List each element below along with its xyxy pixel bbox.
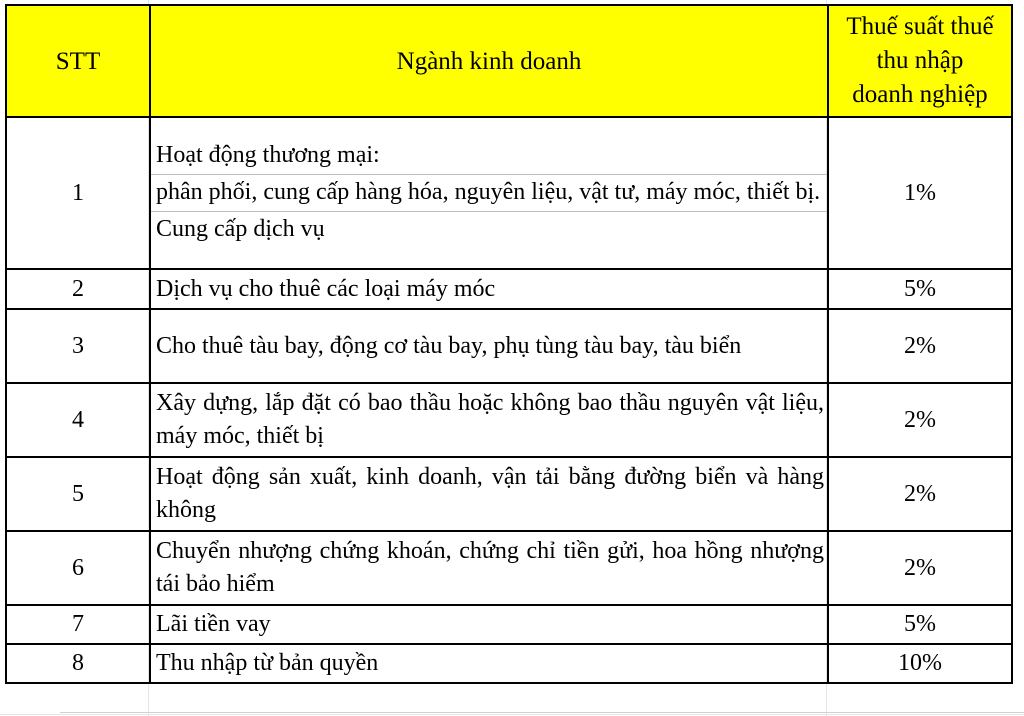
row-sector-cell[interactable]: Thu nhập từ bản quyền [150, 644, 828, 683]
table-row [6, 457, 1012, 531]
row-rate-cell[interactable]: 2% [828, 531, 1012, 605]
row-stt-cell[interactable]: 3 [6, 309, 150, 383]
row-rate-cell[interactable]: 5% [828, 605, 1012, 644]
row-sector-line: Hoạt động thương mại: [151, 138, 827, 175]
row-sector-cell[interactable]: Hoạt động sản xuất, kinh doanh, vận tải bằng đường biển và hàng không [150, 457, 828, 531]
row-sector-cell[interactable]: Xây dựng, lắp đặt có bao thầu hoặc không bao thầu nguyên vật liệu, máy móc, thiết bị [150, 383, 828, 457]
row-sector-cell[interactable]: Lãi tiền vay [150, 605, 828, 644]
row-sector-line: phân phối, cung cấp hàng hóa, nguyên liệu, vật tư, máy móc, thiết bị. [151, 175, 827, 212]
table-row [6, 269, 1012, 309]
header-business-sector[interactable]: Ngành kinh doanh [150, 5, 828, 117]
sheet-bottom-edge [60, 712, 1024, 713]
table-header-row [6, 5, 1012, 117]
header-tax-rate[interactable] [828, 5, 1012, 117]
row-sector-cell[interactable]: Dịch vụ cho thuê các loại máy móc [150, 269, 828, 309]
header-tax-rate-line-2: thu nhập [876, 47, 964, 74]
row-sector-cell[interactable]: Chuyển nhượng chứng khoán, chứng chỉ tiền gửi, hoa hồng nhượng tái bảo hiểm [150, 531, 828, 605]
row-rate-cell[interactable]: 2% [828, 383, 1012, 457]
header-tax-rate-line-1: Thuế suất thuế [846, 13, 994, 40]
row-stt-cell[interactable]: 8 [6, 644, 150, 683]
table-row [6, 644, 1012, 683]
row-stt-cell[interactable]: 4 [6, 383, 150, 457]
table-row [6, 531, 1012, 605]
row-sector-cell[interactable] [150, 117, 828, 269]
header-tax-rate-line-3: doanh nghiệp [852, 81, 988, 108]
row-sector-cell[interactable]: Cho thuê tàu bay, động cơ tàu bay, phụ tùng tàu bay, tàu biển [150, 309, 828, 383]
tax-rate-table [5, 4, 1013, 684]
table-row [6, 309, 1012, 383]
header-stt[interactable]: STT [6, 5, 150, 117]
row-stt-cell[interactable]: 6 [6, 531, 150, 605]
row-stt-cell[interactable]: 1 [6, 117, 150, 269]
row-rate-cell[interactable]: 2% [828, 309, 1012, 383]
row-sector-line: Cung cấp dịch vụ [156, 216, 325, 242]
row-rate-cell[interactable]: 10% [828, 644, 1012, 683]
row-stt-cell[interactable]: 2 [6, 269, 150, 309]
table-row [6, 117, 1012, 269]
row-rate-cell[interactable]: 2% [828, 457, 1012, 531]
row-rate-cell[interactable]: 5% [828, 269, 1012, 309]
row-stt-cell[interactable]: 5 [6, 457, 150, 531]
table-row [6, 605, 1012, 644]
row-rate-cell[interactable]: 1% [828, 117, 1012, 269]
table-row [6, 383, 1012, 457]
row-stt-cell[interactable]: 7 [6, 605, 150, 644]
